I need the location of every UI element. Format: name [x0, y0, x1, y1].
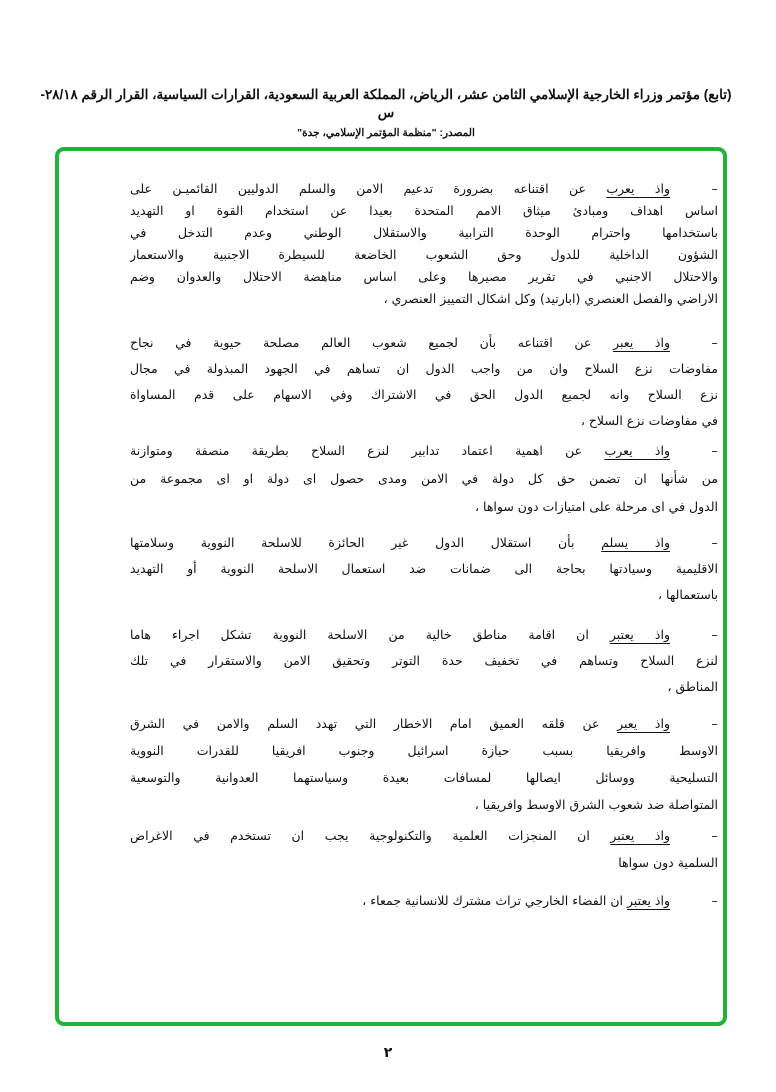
paragraph-line: [130, 330, 718, 356]
bullet-dash: –: [711, 181, 718, 196]
line-text: عن اقتناعه بأن لجميع شعوب العالم مصلحة حيوية في نجاح: [130, 335, 592, 350]
paragraph: [130, 710, 718, 818]
paragraph-line: الاراضي والفصل العنصري (ابارتيد) وكل اشكال التمييز العنصري ،: [383, 291, 718, 306]
paragraph-line: [130, 710, 718, 737]
paragraph-line: الدول في اى مرحلة على امتيازات دون سواها ،: [475, 499, 718, 514]
paragraph-lead: واذ يعتبر: [609, 627, 670, 642]
bullet-dash: –: [711, 335, 718, 350]
paragraph: [130, 330, 718, 434]
paragraph-line: [130, 437, 718, 465]
paragraph: [130, 888, 718, 914]
paragraph-line: [130, 178, 718, 200]
paragraph-line: الشؤون الداخلية للدول وحق الشعوب الخاضعة للسيطرة الاجنبية والاستعمار: [130, 247, 718, 262]
paragraph: [130, 437, 718, 521]
paragraph-lead: واذ يعبر: [617, 716, 670, 731]
paragraph-line: [130, 622, 718, 648]
paragraph-line: باستعمالها ،: [658, 587, 718, 602]
line-text: ان الفضاء الخارجي تراث مشترك للانسانية جمعاء ،: [362, 893, 624, 908]
line-text: بأن استقلال الدول غير الحائزة للاسلحة النووية وسلامتها: [130, 535, 575, 550]
paragraph-line: المناطق ،: [667, 679, 718, 694]
paragraph-line: اساس اهداف ومبادئ ميثاق الامم المتحدة بعيدا عن استخدام القوة او التهديد: [130, 203, 718, 218]
paragraph-line: في مفاوضات نزع السلاح ،: [580, 413, 718, 428]
line-text: عن اقتناعه بضرورة تدعيم الامن والسلم الدوليين القائميـن على: [130, 181, 586, 196]
paragraph-line: التسليحية ووسائل ايصالها لمسافات بعيدة وسياستهما العدوانية والتوسعية: [130, 770, 718, 785]
document-title: (تابع) مؤتمر وزراء الخارجية الإسلامي الثامن عشر، الرياض، المملكة العربية السعودية، القرارات السياسية، القرار الرقم ٢٨/١٨-س: [40, 87, 732, 120]
paragraph-line: والاحتلال الاجنبي في تقرير مصيرها وعلى اساس مناهضة الاحتلال والعدوان وضم: [130, 269, 718, 284]
paragraph-lead: واذ يعرب: [606, 181, 670, 196]
bullet-dash: –: [711, 893, 718, 908]
bullet-dash: –: [711, 828, 718, 843]
paragraph: [130, 622, 718, 700]
paragraph-line: مفاوضات نزع السلاح وان من واجب الدول ان تساهم في الجهود المبذولة في مجال: [130, 361, 718, 376]
paragraph-line: الاقليمية وسيادتها بحاجة الى ضمانات ضد استعمال الاسلحة النووية أو التهديد: [130, 561, 718, 576]
paragraph-lead: واذ يعتبر: [610, 828, 671, 843]
bullet-dash: –: [711, 716, 718, 731]
bullet-dash: –: [711, 627, 718, 642]
paragraph: [130, 822, 718, 876]
paragraph: [130, 530, 718, 608]
paragraph-line: نزع السلاح وانه لجميع الدول الحق في الاشتراك وفي الاسهام على قدم المساواة: [130, 387, 718, 402]
line-text: ان اقامة مناطق خالية من الاسلحة النووية تشكل اجراء هاما: [130, 627, 589, 642]
document-header: [40, 86, 732, 140]
paragraph-line: [130, 530, 718, 556]
paragraph-line: من شأنها ان تضمن حق كل دولة في الامن ومدى حصول اى دولة او اى مجموعة من: [130, 471, 718, 486]
paragraph-line: [130, 888, 718, 914]
document-source: المصدر: "منظمة المؤتمر الإسلامي، جدة": [297, 127, 475, 139]
bullet-dash: –: [711, 535, 718, 550]
paragraph: [130, 178, 718, 310]
line-text: عن قلقه العميق امام الاخطار التي تهدد السلم والامن في الشرق: [130, 716, 600, 731]
paragraph-lead: واذ يعتبر: [627, 893, 670, 908]
paragraph-lead: واذ يعبر: [613, 335, 670, 350]
bullet-dash: –: [711, 443, 718, 458]
line-text: عن اهمية اعتماد تدابير لنزع السلاح بطريقة منصفة ومتوازنة: [130, 443, 583, 458]
paragraph-line: المتواصلة ضد شعوب الشرق الاوسط وافريقيا ،: [474, 797, 718, 812]
paragraph-line: السلمية دون سواها: [618, 855, 718, 870]
paragraph-line: الاوسط وافريقيا بسبب حيازة اسرائيل وجنوب افريقيا للقدرات النووية: [130, 743, 718, 758]
line-text: ان المنجزات العلمية والتكنولوجية يجب ان تستخدم في الاغراض: [130, 828, 590, 843]
paragraph-lead: واذ يعرب: [604, 443, 670, 458]
paragraph-line: [130, 822, 718, 849]
page-number: ٢: [383, 1045, 393, 1061]
paragraph-line: باستخدامها واحترام الوحدة الترابية والاستقلال الوطني وعدم التدخل في: [130, 225, 718, 240]
paragraph-line: لنزع السلاح وتساهم في تخفيف حدة التوتر وتحقيق الامن والاستقرار في تلك: [130, 653, 718, 668]
paragraph-lead: واذ يسلم: [601, 535, 671, 550]
